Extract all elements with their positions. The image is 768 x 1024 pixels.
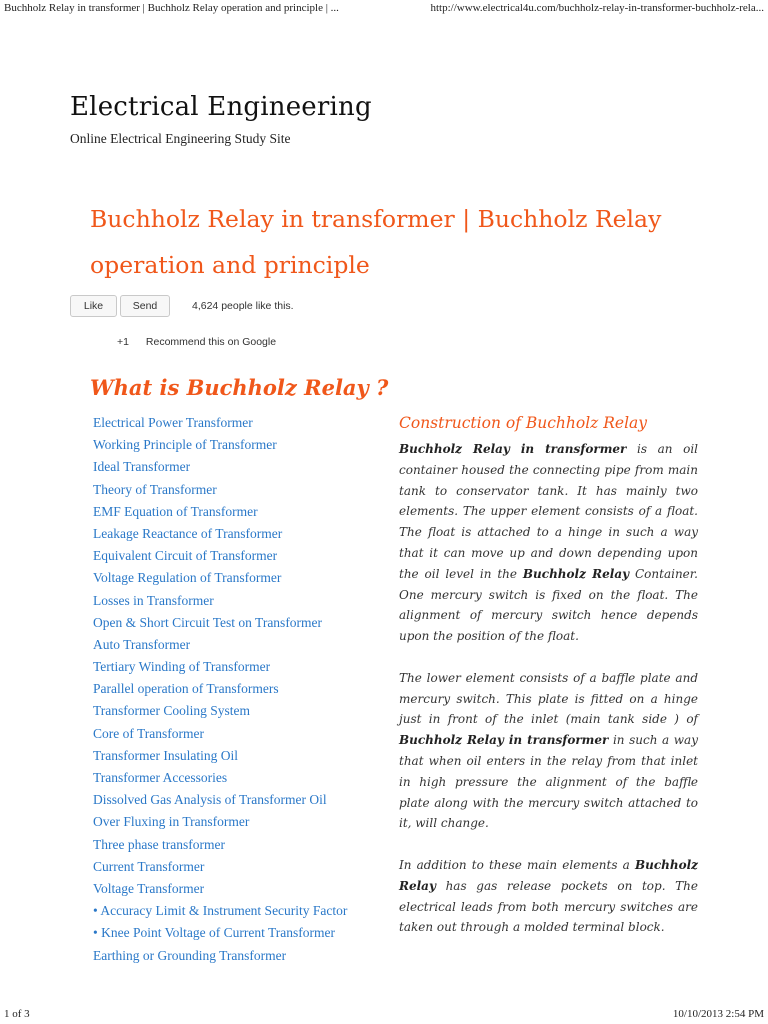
related-link[interactable]: EMF Equation of Transformer bbox=[93, 503, 258, 519]
like-button[interactable]: Like bbox=[70, 295, 117, 317]
paragraph-text: is an oil container housed the connecting pipe from main tank to conservator tank. It has mainly two elements. The upper element consists of a float. The float is attached to a hinge in such a way that it can move up and down depending upon the oil level in the bbox=[399, 442, 698, 581]
related-link[interactable]: Leakage Reactance of Transformer bbox=[93, 525, 283, 541]
like-count: 4,624 people like this. bbox=[192, 300, 294, 312]
related-links-list bbox=[93, 412, 347, 967]
content-heading: Construction of Buchholz Relay bbox=[399, 414, 648, 432]
related-link[interactable]: Earthing or Grounding Transformer bbox=[93, 947, 287, 963]
related-link[interactable]: Auto Transformer bbox=[93, 636, 191, 652]
body-paragraph bbox=[399, 855, 698, 938]
related-link[interactable]: Tertiary Winding of Transformer bbox=[93, 659, 271, 675]
print-page-title: Buchholz Relay in transformer | Buchholz Relay operation and principle | ... bbox=[4, 2, 339, 14]
related-link[interactable]: Theory of Transformer bbox=[93, 481, 217, 497]
paragraph-text: Container. One mercury switch is fixed on the float. The alignment of mercury switch hence depends upon the position of the float. bbox=[399, 566, 699, 644]
related-link[interactable]: Over Fluxing in Transformer bbox=[93, 814, 250, 830]
related-link[interactable]: Three phase transformer bbox=[93, 836, 225, 852]
page-number: 1 of 3 bbox=[4, 1008, 30, 1020]
google-plus-widget bbox=[117, 336, 276, 348]
print-page-url: http://www.electrical4u.com/buchholz-relay-in-transformer-buchholz-rela... bbox=[430, 2, 764, 14]
related-link[interactable]: Electrical Power Transformer bbox=[93, 415, 253, 430]
related-link[interactable]: Core of Transformer bbox=[93, 725, 204, 741]
related-link[interactable]: Working Principle of Transformer bbox=[93, 437, 277, 453]
site-tagline: Online Electrical Engineering Study Site bbox=[70, 131, 291, 146]
plus-one-button[interactable]: +1 bbox=[117, 336, 129, 348]
paragraph-text: has gas release pockets on top. The electrical leads from both mercury switches are taken out through a molded terminal block. bbox=[399, 878, 698, 935]
related-link[interactable]: Transformer Cooling System bbox=[93, 703, 251, 719]
related-link[interactable]: Voltage Transformer bbox=[93, 880, 205, 896]
related-link[interactable]: Equivalent Circuit of Transformer bbox=[93, 548, 278, 564]
paragraph-text: The lower element consists of a baffle plate and mercury switch. This plate is fitted on a hinge just in front of the inlet (main tank side ) of bbox=[399, 670, 698, 727]
site-title[interactable]: Electrical Engineering bbox=[70, 92, 372, 122]
paragraph-text: In addition to these main elements a bbox=[399, 857, 635, 872]
body-paragraph bbox=[399, 439, 698, 647]
related-link[interactable]: Ideal Transformer bbox=[93, 459, 191, 475]
related-link[interactable]: Transformer Accessories bbox=[93, 770, 228, 785]
section-heading: What is Buchholz Relay ? bbox=[90, 375, 389, 400]
related-link[interactable]: • Knee Point Voltage of Current Transformer bbox=[93, 925, 335, 941]
facebook-widget bbox=[70, 295, 294, 317]
related-link[interactable]: Parallel operation of Transformers bbox=[93, 681, 279, 697]
related-link[interactable]: Current Transformer bbox=[93, 858, 205, 874]
print-footer bbox=[0, 1008, 768, 1020]
send-button[interactable]: Send bbox=[120, 295, 170, 317]
print-datetime: 10/10/2013 2:54 PM bbox=[672, 1008, 764, 1020]
bold-term: Buchholz Relay bbox=[399, 857, 698, 893]
article-title: Buchholz Relay in transformer | Buchholz Relay operation and principle bbox=[90, 205, 662, 279]
article-body bbox=[399, 414, 698, 959]
bold-term: Buchholz Relay in transformer bbox=[399, 442, 627, 456]
bold-term: Buchholz Relay in transformer bbox=[399, 733, 609, 748]
related-link[interactable]: Dissolved Gas Analysis of Transformer Oil bbox=[93, 792, 327, 808]
related-link[interactable]: • Accuracy Limit & Instrument Security Factor bbox=[93, 903, 348, 919]
related-link[interactable]: Transformer Insulating Oil bbox=[93, 747, 238, 763]
plus-one-text: Recommend this on Google bbox=[145, 336, 277, 348]
paragraphs bbox=[399, 439, 698, 938]
related-link[interactable]: Voltage Regulation of Transformer bbox=[93, 570, 282, 586]
related-link[interactable]: Losses in Transformer bbox=[93, 592, 214, 608]
bold-term: Buchholz Relay bbox=[522, 566, 630, 581]
print-header bbox=[0, 2, 768, 14]
body-paragraph bbox=[399, 668, 698, 834]
paragraph-text: in such a way that when oil enters in the relay from that inlet in high pressure the alignment of the baffle plate along with the mercury switch attached to it, will change. bbox=[399, 733, 698, 831]
related-link[interactable]: Open & Short Circuit Test on Transformer bbox=[93, 614, 323, 630]
